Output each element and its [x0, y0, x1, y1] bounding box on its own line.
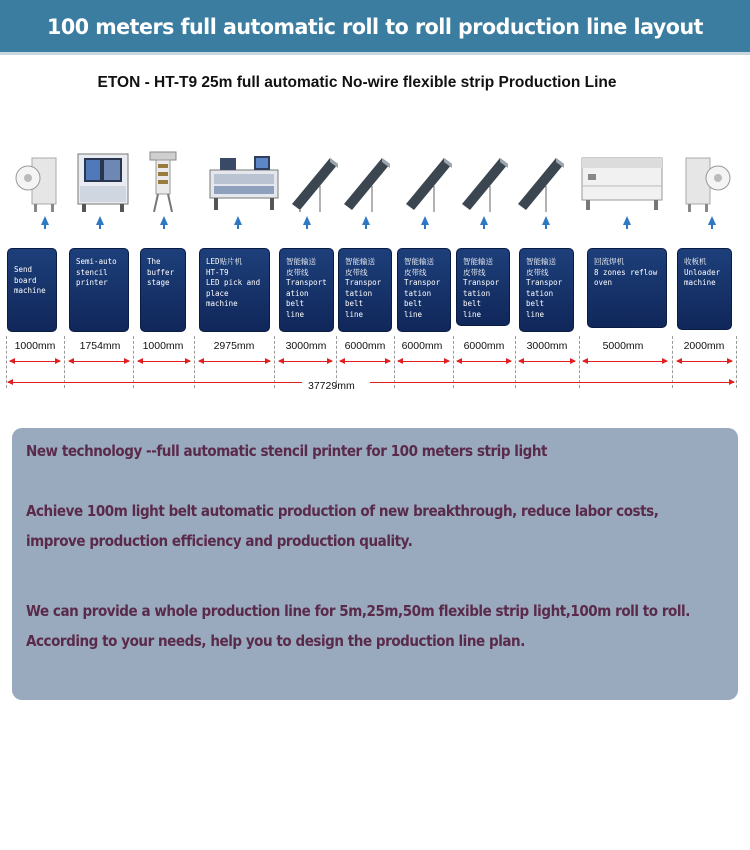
length-belt-2: 6000mm: [344, 340, 386, 352]
total-length-arrow-right: [370, 382, 734, 383]
reflow-oven-icon: [578, 150, 666, 212]
dimension-tick: [194, 336, 195, 388]
stencil-printer-icon: [74, 150, 132, 212]
send-board-machine-icon: [14, 150, 64, 212]
flow-arrow-icon: [303, 216, 311, 225]
station-box-send-board: Send board machine: [7, 248, 57, 332]
station-box-stencil-printer: Semi-auto stencil printer: [69, 248, 129, 332]
dimension-tick: [736, 336, 737, 388]
dimension-tick: [453, 336, 454, 388]
pick-place-machine-icon: [206, 150, 282, 212]
length-stencil-printer: 1754mm: [79, 340, 121, 352]
info-line-design: According to your needs, help you to design the production line plan.: [26, 632, 525, 650]
flow-arrow-icon: [623, 216, 631, 225]
flow-arrow-icon: [160, 216, 168, 225]
total-length-label: 37729mm: [308, 380, 355, 392]
station-box-belt-3: 智能输送 皮带线 Transpor tation belt line: [397, 248, 451, 332]
conveyor-belt-icon: [342, 150, 392, 212]
dimension-tick: [515, 336, 516, 388]
dimension-arrow: [10, 361, 60, 362]
length-belt-1: 3000mm: [285, 340, 327, 352]
dimension-tick: [672, 336, 673, 388]
unloader-machine-icon: [682, 150, 732, 212]
dimension-arrow: [199, 361, 270, 362]
station-box-reflow-oven: 回流焊机 8 zones reflow oven: [587, 248, 667, 328]
station-box-pick-place: LED贴片机 HT-T9 LED pick and place machine: [199, 248, 270, 332]
info-line-technology: New technology --full automatic stencil printer for 100 meters strip light: [26, 442, 548, 460]
info-line-provide: We can provide a whole production line for 5m,25m,50m flexible strip light,100m roll to roll.: [26, 602, 690, 620]
dimension-tick: [274, 336, 275, 388]
length-buffer-stage: 1000mm: [142, 340, 184, 352]
conveyor-belt-icon: [516, 150, 566, 212]
page-title: 100 meters full automatic roll to roll production line layout: [47, 15, 703, 39]
diagram-subtitle: ETON - HT-T9 25m full automatic No-wire flexible strip Production Line: [97, 74, 617, 91]
length-unloader: 2000mm: [683, 340, 725, 352]
station-box-buffer-stage: The buffer stage: [140, 248, 186, 332]
dimension-arrow: [398, 361, 449, 362]
flow-arrow-icon: [480, 216, 488, 225]
dimension-arrow: [519, 361, 575, 362]
flow-arrow-icon: [542, 216, 550, 225]
page-header: [0, 0, 750, 55]
station-box-belt-5: 智能输送 皮带线 Transpor tation belt line: [519, 248, 574, 332]
length-reflow-oven: 5000mm: [602, 340, 644, 352]
flow-arrow-icon: [41, 216, 49, 225]
dimension-tick: [579, 336, 580, 388]
dimension-arrow: [457, 361, 511, 362]
length-belt-5: 3000mm: [526, 340, 568, 352]
dimension-arrow: [279, 361, 332, 362]
dimension-arrow: [138, 361, 190, 362]
length-send-board: 1000mm: [14, 340, 56, 352]
flow-arrow-icon: [421, 216, 429, 225]
station-box-unloader: 收板机 Unloader machine: [677, 248, 732, 330]
dimension-arrow: [677, 361, 732, 362]
info-panel: [12, 428, 738, 700]
station-box-belt-4: 智能输送 皮带线 Transpor tation belt line: [456, 248, 510, 326]
flow-arrow-icon: [708, 216, 716, 225]
flow-arrow-icon: [362, 216, 370, 225]
length-pick-place: 2975mm: [213, 340, 255, 352]
dimension-tick: [64, 336, 65, 388]
station-box-belt-1: 智能输送 皮带线 Transport ation belt line: [279, 248, 334, 332]
info-line-achieve: Achieve 100m light belt automatic production of new breakthrough, reduce labor costs,: [26, 502, 659, 520]
length-belt-4: 6000mm: [463, 340, 505, 352]
flow-arrow-icon: [96, 216, 104, 225]
dimension-tick: [133, 336, 134, 388]
conveyor-belt-icon: [290, 150, 340, 212]
dimension-arrow: [69, 361, 129, 362]
station-box-belt-2: 智能输送 皮带线 Transpor tation belt line: [338, 248, 392, 332]
total-length-arrow-left: [8, 382, 302, 383]
buffer-stage-icon: [148, 150, 178, 212]
info-line-improve: improve production efficiency and production quality.: [26, 532, 413, 550]
conveyor-belt-icon: [460, 150, 510, 212]
dimension-arrow: [583, 361, 667, 362]
dimension-arrow: [340, 361, 390, 362]
flow-arrow-icon: [234, 216, 242, 225]
length-belt-3: 6000mm: [401, 340, 443, 352]
conveyor-belt-icon: [404, 150, 454, 212]
